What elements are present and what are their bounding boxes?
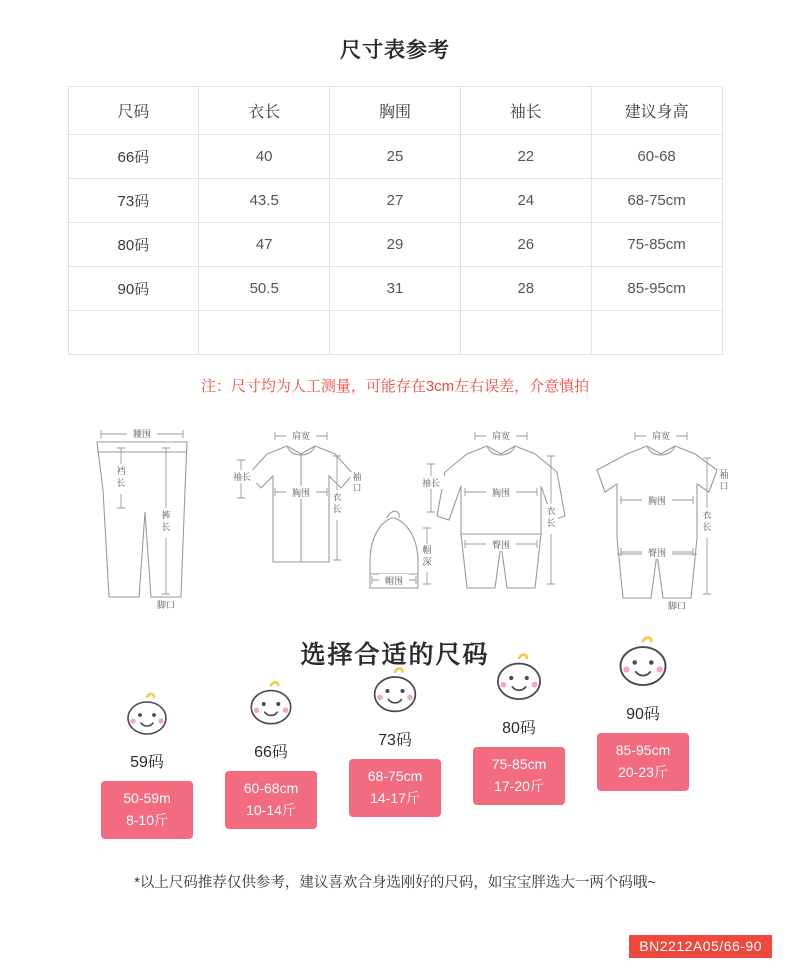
column-header-length: 衣长 [199,87,330,135]
size-card-weight: 14-17斤 [370,789,420,806]
size-card-code: 73码 [378,732,412,749]
cell-chest: 27 [330,179,461,223]
cell-height: 85-95cm [591,267,722,311]
measurement-note: 注：尺寸均为人工测量，可能存在3cm左右误差，介意慎拍 [200,378,590,395]
size-card-height: 60-68cm [243,780,299,796]
cell-chest [330,311,461,355]
baby-face-icon [611,635,675,695]
label-short-chest: 胸围 [647,496,667,506]
label-hat-depth-2: 深 [422,557,432,567]
table-row [68,135,722,179]
label-shirt-chest: 胸围 [291,488,311,498]
table-row [68,311,722,355]
cell-height: 68-75cm [591,179,722,223]
baby-face-icon [489,652,549,709]
label-romper-hip: 臀围 [491,540,511,550]
cell-sleeve: 28 [460,267,591,311]
size-card-height: 50-59m [123,790,171,806]
size-card-weight: 8-10斤 [125,811,169,828]
cell-sleeve: 24 [460,179,591,223]
label-shirt-length-1: 衣 [332,492,342,502]
label-pants-crotch-2: 长 [116,478,126,488]
cell-length: 50.5 [199,267,330,311]
label-romper-length-2: 长 [546,518,556,528]
size-card [594,635,692,791]
table-header-row [68,87,722,135]
label-shirt-cuff-2: 口 [352,483,362,493]
baby-face-icon [120,692,174,743]
pants-illustration [97,430,187,608]
size-card [98,692,196,839]
label-shirt-cuff-1: 袖 [352,472,362,482]
garment-measurement-diagram [35,412,755,627]
table-row [68,267,722,311]
table-row [68,179,722,223]
footer-note: *以上尺码推荐仅供参考，建议喜欢合身选刚好的尺码，如宝宝胖选大一两个码哦~ [134,875,656,892]
size-card-badge [101,781,193,839]
size-card-code: 66码 [254,744,288,761]
size-card-badge [349,759,441,817]
label-short-cuff-2: 口 [719,481,729,491]
size-card-height: 68-75cm [367,768,423,784]
size-card-badge [597,733,689,791]
column-header-size: 尺码 [68,87,199,135]
size-card-height: 85-95cm [615,742,671,758]
size-table-body [68,135,722,355]
cell-height [591,311,722,355]
cell-size: 66码 [68,135,199,179]
size-card-code: 90码 [626,706,660,723]
size-table [68,86,723,355]
cell-height: 75-85cm [591,223,722,267]
label-shirt-sleeve: 袖长 [232,472,252,482]
label-short-shoulder: 肩宽 [651,431,671,441]
cell-size [68,311,199,355]
label-pants-crotch-1: 裆 [116,466,126,476]
size-card [346,666,444,817]
cell-length [199,311,330,355]
label-shirt-length-2: 长 [332,504,342,514]
column-header-chest: 胸围 [330,87,461,135]
size-card [470,652,568,805]
column-header-sleeve: 袖长 [460,87,591,135]
cell-size: 90码 [68,267,199,311]
label-shirt-shoulder: 肩宽 [291,431,311,441]
cell-sleeve: 22 [460,135,591,179]
baby-face-icon [366,666,424,721]
label-romper-shoulder: 肩宽 [491,431,511,441]
size-card-badge [225,771,317,829]
label-romper-chest: 胸围 [491,488,511,498]
baby-face-icon [243,680,299,733]
column-header-height: 建议身高 [591,87,722,135]
size-card-code: 80码 [502,720,536,737]
size-card-list [45,689,745,845]
size-table-head [68,87,722,135]
size-card-weight: 17-20斤 [494,777,544,794]
cell-size: 80码 [68,223,199,267]
cell-length: 40 [199,135,330,179]
label-pants-length-1: 裤 [161,510,171,520]
label-pants-hem: 脚口 [156,600,176,610]
label-short-length-2: 长 [702,522,712,532]
label-short-length-1: 衣 [702,510,712,520]
cell-chest: 25 [330,135,461,179]
choose-size-title: 选择合适的尺码 [300,641,490,669]
label-hat-depth-1: 帽 [422,545,432,555]
cell-length: 43.5 [199,179,330,223]
label-short-cuff-1: 袖 [719,470,729,480]
label-romper-sleeve: 袖长 [421,478,441,488]
label-pants-length-2: 长 [161,522,171,532]
table-row [68,223,722,267]
size-card [222,680,320,829]
size-card-code: 59码 [130,754,164,771]
cell-sleeve: 26 [460,223,591,267]
size-table-container [68,86,723,355]
size-card-height: 75-85cm [491,756,547,772]
label-pants-waist: 腰围 [132,429,152,439]
cell-sleeve [460,311,591,355]
cell-length: 47 [199,223,330,267]
cell-height: 60-68 [591,135,722,179]
page-title: 尺寸表参考 [340,39,450,62]
size-card-weight: 10-14斤 [246,801,296,818]
size-card-weight: 20-23斤 [618,763,668,780]
size-card-badge [473,747,565,805]
label-hat-circumference: 帽围 [384,576,404,586]
label-romper-length-1: 衣 [546,506,556,516]
cell-chest: 31 [330,267,461,311]
label-short-hem: 脚口 [667,601,687,611]
cell-chest: 29 [330,223,461,267]
label-short-hip: 臀围 [647,548,667,558]
sku-badge: BN2212A05/66-90 [629,935,772,958]
cell-size: 73码 [68,179,199,223]
